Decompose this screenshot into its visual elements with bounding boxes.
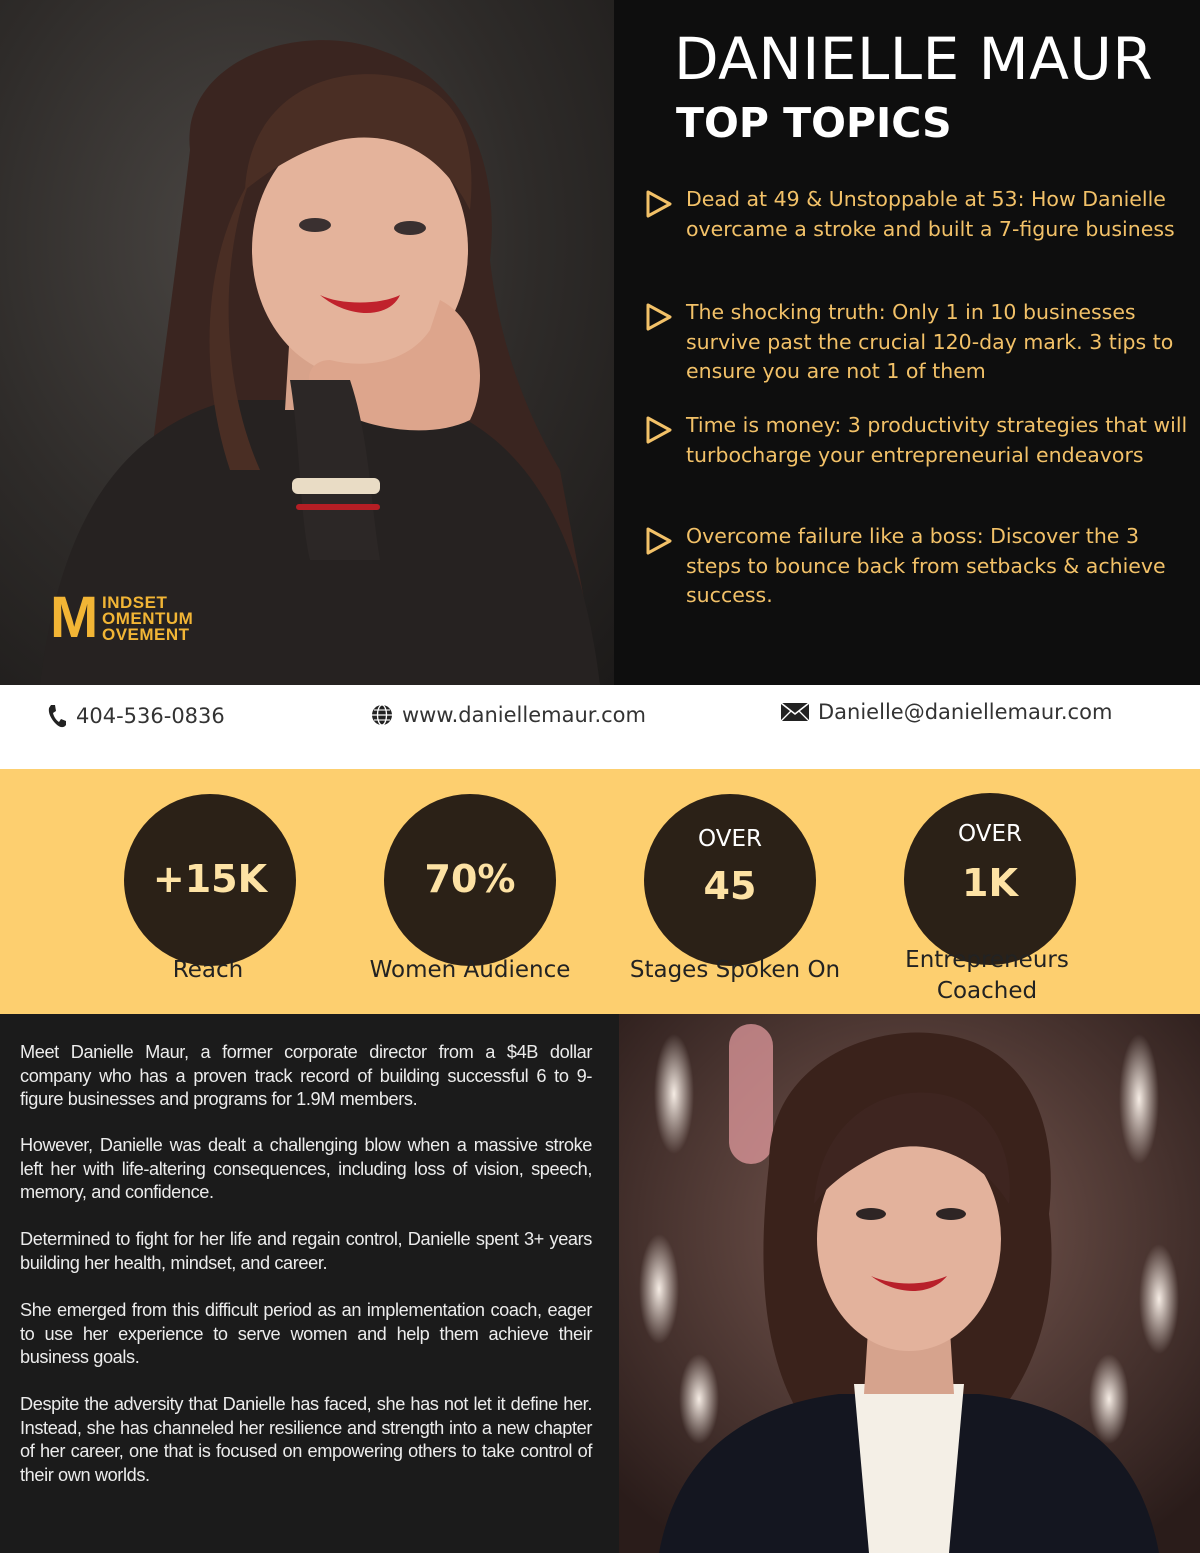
bio-paragraph: Despite the adversity that Danielle has faced, she has not let it define her. Instead, she has channeled her resilience and strength into a new chapter of her career, one that is focused on empowering others to take control of their own worlds. bbox=[20, 1394, 592, 1485]
contact-website[interactable] bbox=[370, 703, 646, 727]
stat-circle-coached bbox=[904, 793, 1076, 965]
contact-phone[interactable] bbox=[46, 703, 225, 729]
bio-paragraph: However, Danielle was dealt a challenging blow when a massive stroke left her with life-altering consequences, including loss of vision, speech, memory, and confidence. bbox=[20, 1135, 592, 1202]
hero-section bbox=[0, 0, 1200, 685]
contact-email[interactable] bbox=[780, 700, 1112, 724]
portrait-photo-1 bbox=[0, 0, 614, 685]
stat-circle-women-audience bbox=[384, 794, 556, 966]
logo-line: OVEMENT bbox=[102, 625, 190, 644]
stat-value: 45 bbox=[703, 864, 757, 908]
topic-text: The shocking truth: Only 1 in 10 businesses survive past the crucial 120-day mark. 3 tips to ensure you are not 1 of them bbox=[686, 300, 1174, 383]
section-title-top-topics: TOP TOPICS bbox=[676, 99, 952, 147]
website-link[interactable]: www.daniellemaur.com bbox=[402, 703, 646, 727]
topics-panel bbox=[614, 0, 1200, 685]
stat-prefix: OVER bbox=[958, 821, 1022, 847]
stat-label bbox=[857, 945, 1117, 1007]
portrait-illustration-2 bbox=[619, 1014, 1200, 1553]
phone-icon bbox=[46, 703, 68, 729]
stat-circle-stages bbox=[644, 794, 816, 966]
contact-bar bbox=[0, 685, 1200, 769]
globe-icon bbox=[370, 703, 394, 727]
bio-paragraph: She emerged from this difficult period as an implementation coach, eager to use her experience to serve women and help them achieve their business goals. bbox=[20, 1300, 592, 1367]
email-link[interactable]: Danielle@daniellemaur.com bbox=[818, 700, 1113, 724]
speaker-name: DANIELLE MAUR bbox=[674, 25, 1154, 93]
phone-number[interactable]: 404-536-0836 bbox=[76, 704, 225, 728]
stats-band bbox=[0, 769, 1200, 1014]
stat-value: 70% bbox=[424, 857, 516, 901]
logo-line: OMENTUM bbox=[102, 609, 194, 628]
portrait-illustration-1 bbox=[0, 0, 614, 685]
stat-label: Stages Spoken On bbox=[629, 957, 841, 983]
bio-panel bbox=[0, 1014, 619, 1553]
stat-label: Women Audience bbox=[369, 957, 571, 983]
stat-value: +15K bbox=[152, 857, 268, 901]
stat-value: 1K bbox=[962, 861, 1018, 905]
mindset-momentum-movement-logo bbox=[50, 585, 270, 650]
logo-letter: M bbox=[50, 585, 97, 650]
logo-line: INDSET bbox=[102, 593, 168, 612]
stat-label: Reach bbox=[172, 957, 244, 983]
bio-paragraph: Meet Danielle Maur, a former corporate director from a $4B dollar company who has a proven track record of building successful 6 to 9-figure businesses and programs for 1.9M members. bbox=[20, 1042, 592, 1109]
topic-text: Dead at 49 & Unstoppable at 53: How Danielle overcame a stroke and built a 7-figure business bbox=[686, 187, 1175, 241]
topic-text: Overcome failure like a boss: Discover the 3 steps to bounce back from setbacks & achieve success. bbox=[686, 524, 1166, 607]
play-triangle-icon bbox=[644, 526, 674, 556]
stat-circle-reach bbox=[124, 794, 296, 966]
topic-text: Time is money: 3 productivity strategies that will turbocharge your entrepreneurial endeavors bbox=[686, 413, 1188, 467]
stat-label-line: Coached bbox=[936, 978, 1038, 1004]
play-triangle-icon bbox=[644, 302, 674, 332]
logo-text bbox=[102, 595, 193, 643]
play-triangle-icon bbox=[644, 415, 674, 445]
stat-prefix: OVER bbox=[698, 826, 762, 852]
play-triangle-icon bbox=[644, 189, 674, 219]
bio-paragraph: Determined to fight for her life and regain control, Danielle spent 3+ years building her health, mindset, and career. bbox=[20, 1229, 592, 1273]
portrait-photo-2 bbox=[619, 1014, 1200, 1553]
stat-label-line: Entrepreneurs bbox=[905, 947, 1069, 973]
envelope-icon bbox=[780, 701, 810, 723]
